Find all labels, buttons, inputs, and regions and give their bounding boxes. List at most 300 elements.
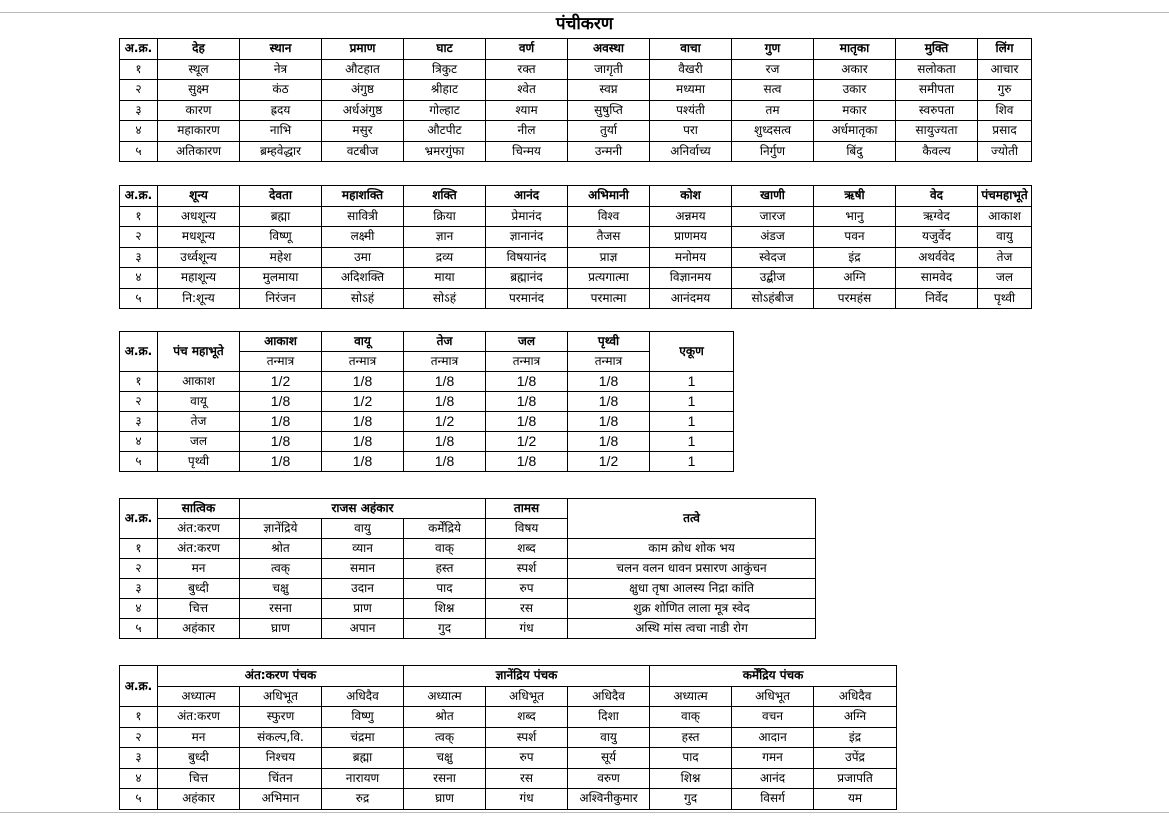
subheader-cell: अधिदैव xyxy=(568,686,650,707)
header-cell: वर्ण xyxy=(486,39,568,60)
header-cell-name: पंच महाभूते xyxy=(158,332,240,372)
row-number-cell: ५ xyxy=(120,288,158,309)
table-cell: वायु xyxy=(568,727,650,748)
table-cell: रसना xyxy=(404,768,486,789)
table-cell: सावित्री xyxy=(322,206,404,227)
row-number-cell: ४ xyxy=(120,268,158,289)
header-cell-sr: अ.क्र. xyxy=(120,332,158,372)
table-cell: शिश्न xyxy=(404,599,486,619)
table-cell: तुर्या xyxy=(568,121,650,142)
header-cell-element: तेज xyxy=(404,332,486,352)
table-cell: विष्णु xyxy=(322,707,404,728)
table-cell: श्रोत xyxy=(404,707,486,728)
table-cell: प्राज्ञ xyxy=(568,247,650,268)
table-cell: अधशून्य xyxy=(158,206,240,227)
header-cell: शक्ति xyxy=(404,186,486,207)
table-cell: अग्नि xyxy=(814,268,896,289)
table-cell: परा xyxy=(650,121,732,142)
header-cell-element: जल xyxy=(486,332,568,352)
table-cell: प्रसाद xyxy=(978,121,1032,142)
row-number-cell: ५ xyxy=(120,141,158,162)
header-cell-sr: अ.क्र. xyxy=(120,666,158,707)
table-cell: रस xyxy=(486,768,568,789)
table-cell: प्रत्यगात्मा xyxy=(568,268,650,289)
table-cell: परमानंद xyxy=(486,288,568,309)
row-number-cell: २ xyxy=(120,392,158,412)
header-cell: पंचमहाभूते xyxy=(978,186,1032,207)
table-row xyxy=(120,206,1032,227)
table-cell: वटबीज xyxy=(322,141,404,162)
table-cell: नाभि xyxy=(240,121,322,142)
table-cell: अपान xyxy=(322,619,404,639)
table-cell: चलन वलन धावन प्रसारण आकुंचन xyxy=(568,559,816,579)
table-cell: 1/8 xyxy=(322,412,404,432)
table-cell: चक्षु xyxy=(240,579,322,599)
row-number-cell: ३ xyxy=(120,247,158,268)
row-number-cell: ३ xyxy=(120,748,158,769)
table-row xyxy=(120,599,816,619)
table-cell: बिंदु xyxy=(814,141,896,162)
table-cell: अर्धअंगुष्ठ xyxy=(322,100,404,121)
table-cell: गोल्हाट xyxy=(404,100,486,121)
table-row xyxy=(120,789,897,810)
header-cell: अवस्था xyxy=(568,39,650,60)
table-cell: गंध xyxy=(486,619,568,639)
table-cell: प्राणमय xyxy=(650,227,732,248)
table-cell: चिन्मय xyxy=(486,141,568,162)
subheader-cell: तन्मात्र xyxy=(322,352,404,372)
table-cell: अहंकार xyxy=(158,619,240,639)
row-number-cell: १ xyxy=(120,206,158,227)
table-cell: स्वप्न xyxy=(568,80,650,101)
header-cell: घाट xyxy=(404,39,486,60)
table-cell: चित्त xyxy=(158,599,240,619)
table-header-row xyxy=(120,666,897,687)
table-row xyxy=(120,559,816,579)
table-cell: 1 xyxy=(650,392,734,412)
table-cell: 1/8 xyxy=(568,432,650,452)
table-cell: त्वक् xyxy=(404,727,486,748)
header-cell: देवता xyxy=(240,186,322,207)
subheader-cell: अंत:करण xyxy=(158,519,240,539)
subheader-cell: तन्मात्र xyxy=(568,352,650,372)
subheader-cell: अध्यात्म xyxy=(158,686,240,707)
table-cell: ज्योती xyxy=(978,141,1032,162)
table-cell: 1/8 xyxy=(404,432,486,452)
header-cell-tamas: तामस xyxy=(486,499,568,519)
table-cell: प्रेमानंद xyxy=(486,206,568,227)
table-cell: 1 xyxy=(650,372,734,392)
table-cell: 1 xyxy=(650,452,734,472)
table-row xyxy=(120,288,1032,309)
table-cell: विषयानंद xyxy=(486,247,568,268)
table-cell: नारायण xyxy=(322,768,404,789)
subheader-cell: अधिभूत xyxy=(240,686,322,707)
table-cell: 1/2 xyxy=(322,392,404,412)
table-cell: 1/8 xyxy=(486,452,568,472)
table-cell: अर्धमातृका xyxy=(814,121,896,142)
table-cell: शब्द xyxy=(486,539,568,559)
table-cell: 1/8 xyxy=(404,372,486,392)
table-cell: त्वक् xyxy=(240,559,322,579)
table-cell: जागृती xyxy=(568,59,650,80)
table-cell: ब्रह्मानंद xyxy=(486,268,568,289)
table-cell: 1/8 xyxy=(568,412,650,432)
table-cell: नेत्र xyxy=(240,59,322,80)
table-cell: अंत:करण xyxy=(158,707,240,728)
header-cell: वाचा xyxy=(650,39,732,60)
table-row xyxy=(120,141,1032,162)
table-cell: चिंतन xyxy=(240,768,322,789)
row-number-cell: ३ xyxy=(120,100,158,121)
table-cell: अकार xyxy=(814,59,896,80)
table-cell: अग्नि xyxy=(814,707,897,728)
header-cell-satvik: सात्विक xyxy=(158,499,240,519)
table-cell: 1 xyxy=(650,432,734,452)
table-cell: अहंकार xyxy=(158,789,240,810)
table-cell: सुक्ष्म xyxy=(158,80,240,101)
table-cell: रज xyxy=(732,59,814,80)
table-cell: कंठ xyxy=(240,80,322,101)
row-number-cell: ४ xyxy=(120,599,158,619)
table-cell: 1/2 xyxy=(240,372,322,392)
table-cell: आकाश xyxy=(158,372,240,392)
table-cell: निश्चय xyxy=(240,748,322,769)
row-number-cell: १ xyxy=(120,372,158,392)
table-cell: रक्त xyxy=(486,59,568,80)
table-cell: ब्रम्हवेद्धार xyxy=(240,141,322,162)
table-cell: 1/8 xyxy=(322,452,404,472)
table-cell: 1/8 xyxy=(486,372,568,392)
table-row xyxy=(120,452,734,472)
table-cell: वायू xyxy=(158,392,240,412)
header-cell-sr: अ.क्र. xyxy=(120,499,158,539)
table-cell: सोऽहं xyxy=(322,288,404,309)
table-cell: प्राण xyxy=(322,599,404,619)
table-cell: महाकारण xyxy=(158,121,240,142)
table-cell: सत्व xyxy=(732,80,814,101)
page-bottom-rule xyxy=(0,812,1169,813)
table-cell: वचन xyxy=(732,707,814,728)
header-cell: प्रमाण xyxy=(322,39,404,60)
table-cell: 1/8 xyxy=(240,452,322,472)
table-subheader-row xyxy=(120,686,897,707)
header-cell: स्थान xyxy=(240,39,322,60)
row-number-cell: १ xyxy=(120,59,158,80)
table-header-row xyxy=(120,499,816,519)
table-cell: वाक् xyxy=(650,707,732,728)
table-cell: इंद्र xyxy=(814,727,897,748)
table-cell: श्वेत xyxy=(486,80,568,101)
table-cell: वैखरी xyxy=(650,59,732,80)
row-number-cell: १ xyxy=(120,539,158,559)
table-cell: तम xyxy=(732,100,814,121)
table-cell: सूर्य xyxy=(568,748,650,769)
table-cell: तेज xyxy=(158,412,240,432)
table-cell: श्रीहाट xyxy=(404,80,486,101)
subheader-cell: विषय xyxy=(486,519,568,539)
table-row xyxy=(120,748,897,769)
table-cell: श्याम xyxy=(486,100,568,121)
table-cell: वाक् xyxy=(404,539,486,559)
table-row xyxy=(120,768,897,789)
row-number-cell: ५ xyxy=(120,789,158,810)
table-row xyxy=(120,247,1032,268)
table-cell: मन xyxy=(158,559,240,579)
table-cell: 1/2 xyxy=(568,452,650,472)
table-cell: उन्मनी xyxy=(568,141,650,162)
header-cell: ऋषी xyxy=(814,186,896,207)
header-cell: खाणी xyxy=(732,186,814,207)
table-cell: निर्गुण xyxy=(732,141,814,162)
table-header-row xyxy=(120,186,1032,207)
table-cell: विज्ञानमय xyxy=(650,268,732,289)
header-cell-tatve: तत्वे xyxy=(568,499,816,539)
table-row xyxy=(120,539,816,559)
table-cell: बुध्दी xyxy=(158,579,240,599)
table-cell: स्वरुपता xyxy=(896,100,978,121)
table-cell: कारण xyxy=(158,100,240,121)
row-number-cell: ३ xyxy=(120,579,158,599)
table-cell: विश्व xyxy=(568,206,650,227)
table-cell: अंत:करण xyxy=(158,539,240,559)
table-cell: वरुण xyxy=(568,768,650,789)
table-cell: रुप xyxy=(486,748,568,769)
header-cell: कोश xyxy=(650,186,732,207)
page-top-rule xyxy=(0,12,1169,13)
header-cell: देह xyxy=(158,39,240,60)
table-cell: ह्रदय xyxy=(240,100,322,121)
table-cell: पाद xyxy=(650,748,732,769)
subheader-cell: अध्यात्म xyxy=(650,686,732,707)
table-cell: घ्राण xyxy=(240,619,322,639)
table-body xyxy=(120,539,816,639)
table-cell: क्रिया xyxy=(404,206,486,227)
table-cell: ज्ञान xyxy=(404,227,486,248)
table-cell: विष्णू xyxy=(240,227,322,248)
subheader-cell: अधिभूत xyxy=(732,686,814,707)
table-cell: रुद्र xyxy=(322,789,404,810)
table-cell: माया xyxy=(404,268,486,289)
table-cell: निरंजन xyxy=(240,288,322,309)
table-cell: नील xyxy=(486,121,568,142)
table-ahankar xyxy=(119,498,816,639)
table-cell: सलोकता xyxy=(896,59,978,80)
table-row xyxy=(120,59,1032,80)
table-cell: चंद्रमा xyxy=(322,727,404,748)
table-cell: 1/8 xyxy=(486,392,568,412)
table-cell: मुलमाया xyxy=(240,268,322,289)
table-row xyxy=(120,100,1032,121)
table-cell: बुध्दी xyxy=(158,748,240,769)
subheader-cell: वायु xyxy=(322,519,404,539)
table-panchak xyxy=(119,665,897,810)
table-cell: व्यान xyxy=(322,539,404,559)
table-cell: अभिमान xyxy=(240,789,322,810)
table-cell: ब्रह्मा xyxy=(322,748,404,769)
header-cell-element: पृथ्वी xyxy=(568,332,650,352)
table-cell: तेज xyxy=(978,247,1032,268)
header-cell-group: कर्मेंद्रिय पंचक xyxy=(650,666,897,687)
table-cell: द्रव्य xyxy=(404,247,486,268)
table-cell: 1/8 xyxy=(240,392,322,412)
table-cell: संकल्प,वि. xyxy=(240,727,322,748)
table-cell: शिश्न xyxy=(650,768,732,789)
table-cell: गुद xyxy=(404,619,486,639)
table-deha xyxy=(119,38,1032,162)
header-cell: मुक्ति xyxy=(896,39,978,60)
table-cell: स्पर्श xyxy=(486,559,568,579)
subheader-cell: अधिदैव xyxy=(814,686,897,707)
subheader-cell: अध्यात्म xyxy=(404,686,486,707)
table-cell: 1/8 xyxy=(404,392,486,412)
table-shunya xyxy=(119,185,1032,309)
header-cell: लिंग xyxy=(978,39,1032,60)
table-row xyxy=(120,727,897,748)
table-cell: तैजस xyxy=(568,227,650,248)
table-cell: औटपीट xyxy=(404,121,486,142)
row-number-cell: २ xyxy=(120,80,158,101)
table-cell: स्वेदज xyxy=(732,247,814,268)
table-row xyxy=(120,392,734,412)
row-number-cell: ४ xyxy=(120,121,158,142)
table-cell: सुषुप्ति xyxy=(568,100,650,121)
table-cell: अस्थि मांस त्वचा नाडी रोग xyxy=(568,619,816,639)
table-cell: अनिर्वाच्य xyxy=(650,141,732,162)
table-body xyxy=(120,206,1032,309)
table-cell: महेश xyxy=(240,247,322,268)
table-cell: यजुर्वेद xyxy=(896,227,978,248)
table-row xyxy=(120,579,816,599)
table-cell: ऋग्वेद xyxy=(896,206,978,227)
table-cell: लक्ष्मी xyxy=(322,227,404,248)
header-cell: महाशक्ति xyxy=(322,186,404,207)
table-cell: परमहंस xyxy=(814,288,896,309)
table-cell: ब्रह्मा xyxy=(240,206,322,227)
table-cell: उकार xyxy=(814,80,896,101)
row-number-cell: ५ xyxy=(120,452,158,472)
header-cell: वेद xyxy=(896,186,978,207)
table-cell: उदान xyxy=(322,579,404,599)
table-cell: इंद्र xyxy=(814,247,896,268)
table-cell: 1/8 xyxy=(568,372,650,392)
table-cell: पश्यंती xyxy=(650,100,732,121)
header-cell-element: वायू xyxy=(322,332,404,352)
table-cell: आदान xyxy=(732,727,814,748)
table-cell: पाद xyxy=(404,579,486,599)
table-cell: स्थूल xyxy=(158,59,240,80)
table-cell: चक्षु xyxy=(404,748,486,769)
subheader-cell: तन्मात्र xyxy=(486,352,568,372)
header-cell-total: एकूण xyxy=(650,332,734,372)
table-cell: हस्त xyxy=(650,727,732,748)
table-cell: यम xyxy=(814,789,897,810)
table-cell: मन xyxy=(158,727,240,748)
table-cell: ज्ञानानंद xyxy=(486,227,568,248)
table-cell: समान xyxy=(322,559,404,579)
header-cell: शून्य xyxy=(158,186,240,207)
row-number-cell: १ xyxy=(120,707,158,728)
subheader-cell: कर्मेंद्रिये xyxy=(404,519,486,539)
table-cell: रसना xyxy=(240,599,322,619)
subheader-cell: तन्मात्र xyxy=(240,352,322,372)
table-header-row xyxy=(120,332,734,352)
header-cell: अभिमानी xyxy=(568,186,650,207)
subheader-cell: ज्ञानेंद्रिये xyxy=(240,519,322,539)
table-header-row xyxy=(120,39,1032,60)
row-number-cell: ३ xyxy=(120,412,158,432)
table-cell: विसर्ग xyxy=(732,789,814,810)
table-row xyxy=(120,80,1032,101)
table-cell: हस्त xyxy=(404,559,486,579)
row-number-cell: २ xyxy=(120,727,158,748)
table-cell: 1/2 xyxy=(486,432,568,452)
table-cell: परमात्मा xyxy=(568,288,650,309)
table-cell: अन्नमय xyxy=(650,206,732,227)
table-cell: अश्विनीकुमार xyxy=(568,789,650,810)
header-cell: गुण xyxy=(732,39,814,60)
table-cell: स्पर्श xyxy=(486,727,568,748)
table-cell: त्रिकुट xyxy=(404,59,486,80)
header-cell-rajas: राजस अहंकार xyxy=(240,499,486,519)
table-cell: जल xyxy=(978,268,1032,289)
table-body xyxy=(120,59,1032,162)
table-cell: शब्द xyxy=(486,707,568,728)
table-row xyxy=(120,619,816,639)
table-cell: गुरु xyxy=(978,80,1032,101)
table-cell: उर्ध्वशून्य xyxy=(158,247,240,268)
table-cell: क्षुधा तृषा आलस्य निद्रा कांति xyxy=(568,579,816,599)
table-cell: भानु xyxy=(814,206,896,227)
table-cell: रुप xyxy=(486,579,568,599)
table-cell: महाशून्य xyxy=(158,268,240,289)
table-cell: मधशून्य xyxy=(158,227,240,248)
table-row xyxy=(120,268,1032,289)
table-cell: शुध्दसत्व xyxy=(732,121,814,142)
table-cell: शिव xyxy=(978,100,1032,121)
table-cell: समीपता xyxy=(896,80,978,101)
table-cell: 1/2 xyxy=(404,412,486,432)
table-row xyxy=(120,412,734,432)
table-cell: नि:शून्य xyxy=(158,288,240,309)
table-cell: 1 xyxy=(650,412,734,432)
table-cell: अंडज xyxy=(732,227,814,248)
table-cell: गंध xyxy=(486,789,568,810)
table-cell: आचार xyxy=(978,59,1032,80)
row-number-cell: २ xyxy=(120,227,158,248)
row-number-cell: ५ xyxy=(120,619,158,639)
table-cell: गुद xyxy=(650,789,732,810)
table-cell: उद्बीज xyxy=(732,268,814,289)
table-cell: 1/8 xyxy=(240,432,322,452)
table-cell: 1/8 xyxy=(322,432,404,452)
table-cell: रस xyxy=(486,599,568,619)
subheader-cell: अधिभूत xyxy=(486,686,568,707)
table-cell: मध्यमा xyxy=(650,80,732,101)
row-number-cell: २ xyxy=(120,559,158,579)
table-cell: अथर्ववेद xyxy=(896,247,978,268)
page-title: पंचीकरण xyxy=(555,14,614,34)
table-cell: अतिकारण xyxy=(158,141,240,162)
table-cell: 1/8 xyxy=(404,452,486,472)
table-cell: सामवेद xyxy=(896,268,978,289)
subheader-cell: अधिदैव xyxy=(322,686,404,707)
table-row xyxy=(120,432,734,452)
table-cell: पृथ्वी xyxy=(978,288,1032,309)
table-cell: 1/8 xyxy=(240,412,322,432)
table-cell: अंगुष्ठ xyxy=(322,80,404,101)
table-body xyxy=(120,372,734,472)
